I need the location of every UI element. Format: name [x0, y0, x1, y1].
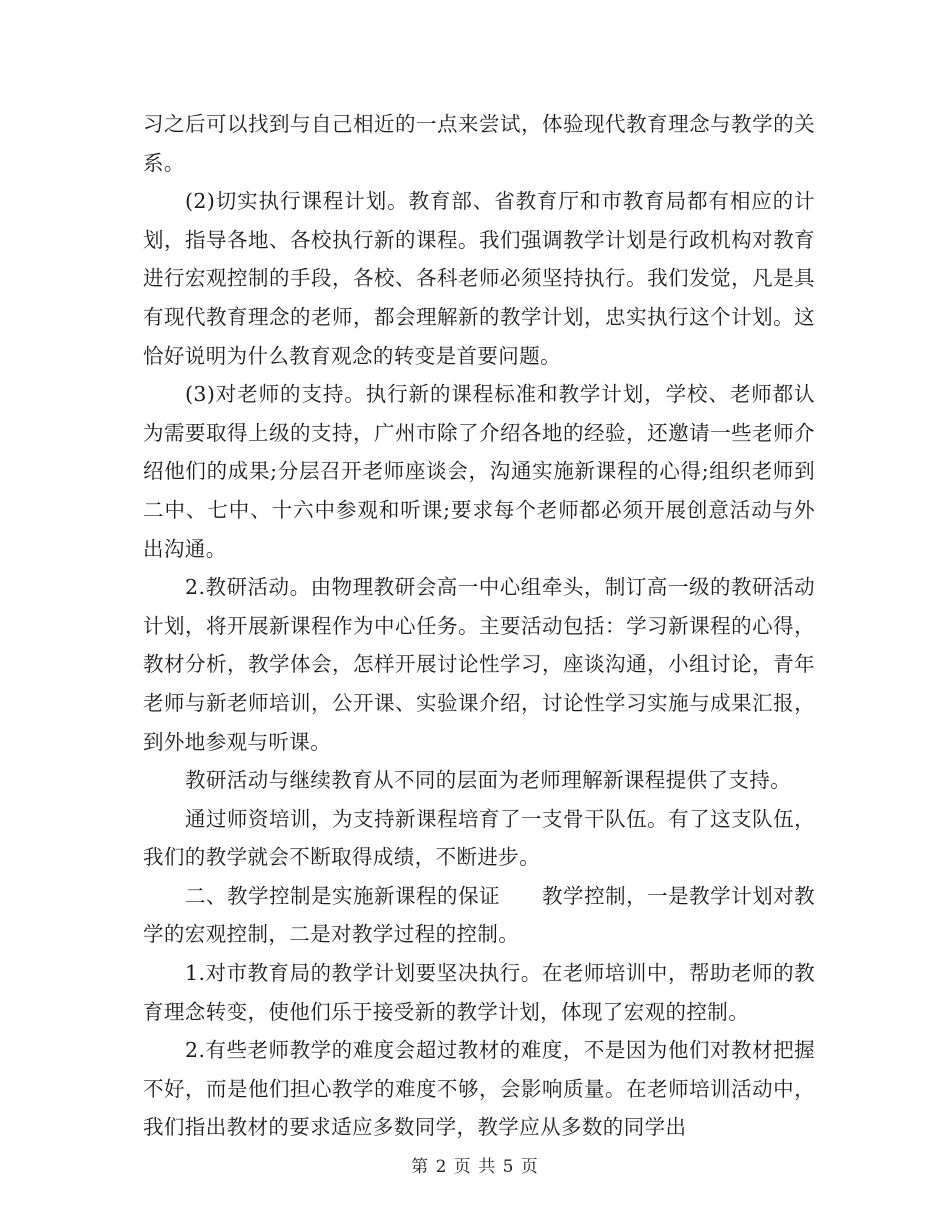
paragraph-3: (3)对老师的支持。执行新的课程标准和教学计划，学校、老师都认为需要取得上级的支持，广州市除了介绍各地的经验，还邀请一些老师介绍他们的成果;分层召开老师座谈会，沟通实施新课程的心得;组织老师到二中、七中、十六中参观和听课;要求每个老师都必须开展创意活动与外出沟通。 — [143, 382, 815, 561]
document-body — [143, 105, 815, 1147]
paragraph-6: 通过师资培训，为支持新课程培育了一支骨干队伍。有了这支队伍，我们的教学就会不断取得成绩，不断进步。 — [143, 806, 815, 870]
page-footer: 第 2 页 共 5 页 — [411, 1157, 539, 1177]
paragraph-7: 二、教学控制是实施新课程的保证 教学控制，一是教学计划对教学的宏观控制，二是对教学过程的控制。 — [143, 883, 815, 947]
paragraph-1: 习之后可以找到与自己相近的一点来尝试，体验现代教育理念与教学的关系。 — [143, 112, 815, 175]
paragraph-2: (2)切实执行课程计划。教育部、省教育厅和市教育局都有相应的计划，指导各地、各校执行新的课程。我们强调教学计划是行政机构对教育进行宏观控制的手段，各校、各科老师必须坚持执行。我们发觉，凡是具有现代教育理念的老师，都会理解新的教学计划，忠实执行这个计划。这恰好说明为什么教育观念的转变是首要问题。 — [143, 189, 815, 368]
paragraph-5: 教研活动与继续教育从不同的层面为老师理解新课程提供了支持。 — [185, 768, 792, 793]
paragraph-9: 2.有些老师教学的难度会超过教材的难度，不是因为他们对教材把握不好，而是他们担心教学的难度不够，会影响质量。在老师培训活动中，我们指出教材的要求适应多数同学，教学应从多数的同学出 — [143, 1038, 815, 1140]
paragraph-4: 2.教研活动。由物理教研会高一中心组牵头，制订高一级的教研活动计划，将开展新课程作为中心任务。主要活动包括：学习新课程的心得，教材分析，教学体会，怎样开展讨论性学习，座谈沟通，小组讨论，青年老师与新老师培训，公开课、实验课介绍，讨论性学习实施与成果汇报，到外地参观与听课。 — [143, 575, 815, 754]
paragraph-8: 1.对市教育局的教学计划要坚决执行。在老师培训中，帮助老师的教育理念转变，使他们乐于接受新的教学计划，体现了宏观的控制。 — [143, 961, 815, 1024]
